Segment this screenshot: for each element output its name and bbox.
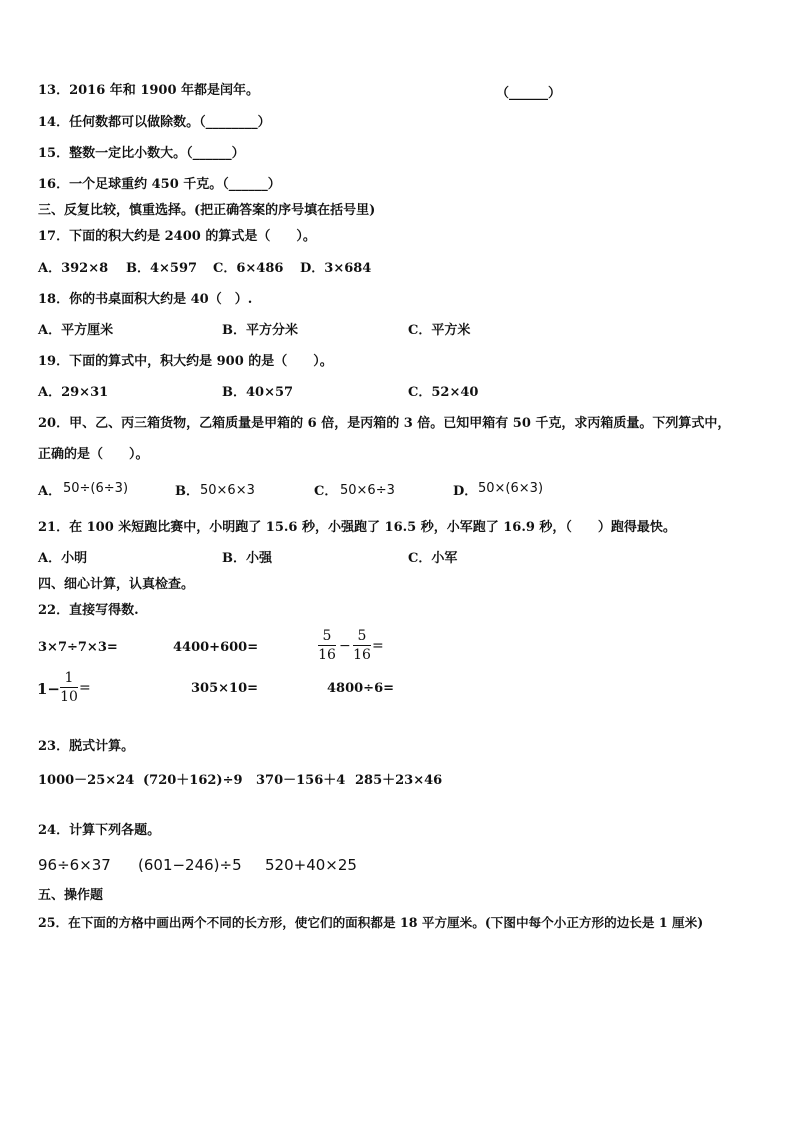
- q22-expr-1: 3×7÷7×3=: [38, 640, 118, 655]
- q19-option-a[interactable]: A．29×31: [38, 385, 109, 400]
- q22-expr-2: 4400+600=: [173, 640, 259, 655]
- q21-text: 21．在 100 米短跑比赛中，小明跑了 15.6 秒，小强跑了 16.5 秒，小军跑了 16.9 秒，（ ）跑得最快。: [38, 520, 676, 535]
- q21-option-c[interactable]: C．小军: [408, 551, 458, 566]
- q20-option-b-expr: 50×6×3: [200, 483, 255, 498]
- q14-text[interactable]: 14．任何数都可以做除数。（________）: [38, 115, 271, 130]
- q23-expr-1: 1000－25×24: [38, 773, 135, 788]
- q17-option-d[interactable]: D．3×684: [300, 261, 372, 276]
- q17-text: 17．下面的积大约是 2400 的算式是（ ）。: [38, 229, 316, 244]
- q20-option-d-expr: 50×(6×3): [478, 481, 544, 496]
- q20-option-a-expr: 50÷(6÷3): [63, 481, 129, 496]
- q17-option-a[interactable]: A．392×8: [38, 261, 109, 276]
- q20-option-c-expr: 50×6÷3: [340, 483, 395, 498]
- q22-text: 22．直接写得数.: [38, 603, 139, 618]
- q23-text: 23．脱式计算。: [38, 739, 135, 754]
- q18-option-a[interactable]: A．平方厘米: [38, 323, 114, 338]
- q19-option-b[interactable]: B．40×57: [222, 385, 294, 400]
- q20-option-c-label[interactable]: C．: [314, 484, 338, 499]
- q16-text[interactable]: 16．一个足球重约 450 千克。（______）: [38, 177, 281, 192]
- q22-fraction-1-10: [60, 670, 78, 705]
- q24-expr-3: 520+40×25: [265, 856, 357, 874]
- q21-option-b[interactable]: B．小强: [222, 551, 272, 566]
- section-3-heading: 三、反复比较，慎重选择。(把正确答案的序号填在括号里): [38, 203, 376, 218]
- q23-expr-3: 370－156＋4: [256, 773, 346, 788]
- q21-option-a[interactable]: A．小明: [38, 551, 88, 566]
- q20-option-d-label[interactable]: D．: [453, 484, 478, 499]
- q22-minus-sign: −: [339, 638, 351, 654]
- q22-equals-sign: =: [372, 638, 384, 654]
- fraction-denominator: 10: [60, 689, 78, 705]
- q18-text: 18．你的书桌面积大约是 40（ ）.: [38, 292, 253, 307]
- section-5-heading: 五、操作题: [38, 888, 104, 903]
- q17-option-b[interactable]: B．4×597: [126, 261, 198, 276]
- q22-fraction-5-16-a: [318, 628, 336, 663]
- q22-expr-4-prefix: 1−: [37, 680, 61, 698]
- fraction-denominator: 16: [353, 647, 371, 663]
- q20-text-line2: 正确的是（ ）。: [38, 447, 149, 462]
- q20-option-a-label[interactable]: A．: [38, 484, 62, 499]
- q20-text-line1: 20．甲、乙、丙三箱货物，乙箱质量是甲箱的 6 倍，是丙箱的 3 倍。已知甲箱有 50 千克，求丙箱质量。下列算式中，: [38, 416, 731, 431]
- q18-option-c[interactable]: C．平方米: [408, 323, 471, 338]
- q23-expr-2: (720＋162)÷9: [143, 773, 243, 788]
- fraction-denominator: 16: [318, 647, 336, 663]
- q13-text: 13．2016 年和 1900 年都是闰年。: [38, 83, 260, 98]
- q23-expr-4: 285＋23×46: [355, 773, 443, 788]
- q24-expr-2: (601−246)÷5: [138, 856, 242, 874]
- q25-text: 25．在下面的方格中画出两个不同的长方形，使它们的面积都是 18 平方厘米。(下图中每个小正方形的边长是 1 厘米): [38, 915, 704, 930]
- q19-option-c[interactable]: C．52×40: [408, 385, 479, 400]
- q24-expr-1: 96÷6×37: [38, 856, 111, 874]
- q22-equals-sign-2: =: [79, 680, 91, 696]
- section-4-heading: 四、细心计算，认真检查。: [38, 577, 195, 592]
- q19-text: 19．下面的算式中，积大约是 900 的是（ ）。: [38, 354, 333, 369]
- q22-expr-5: 305×10=: [191, 681, 259, 696]
- q17-option-c[interactable]: C．6×486: [213, 261, 284, 276]
- q13-answer-blank[interactable]: （______）: [496, 86, 562, 101]
- q22-expr-6: 4800÷6=: [327, 681, 395, 696]
- fraction-numerator: 1: [64, 670, 74, 686]
- q15-text[interactable]: 15．整数一定比小数大。（______）: [38, 146, 245, 161]
- q18-option-b[interactable]: B．平方分米: [222, 323, 298, 338]
- fraction-numerator: 5: [357, 628, 367, 644]
- q24-text: 24．计算下列各题。: [38, 823, 161, 838]
- q22-fraction-5-16-b: [353, 628, 371, 663]
- fraction-numerator: 5: [322, 628, 332, 644]
- q20-option-b-label[interactable]: B．: [175, 484, 199, 499]
